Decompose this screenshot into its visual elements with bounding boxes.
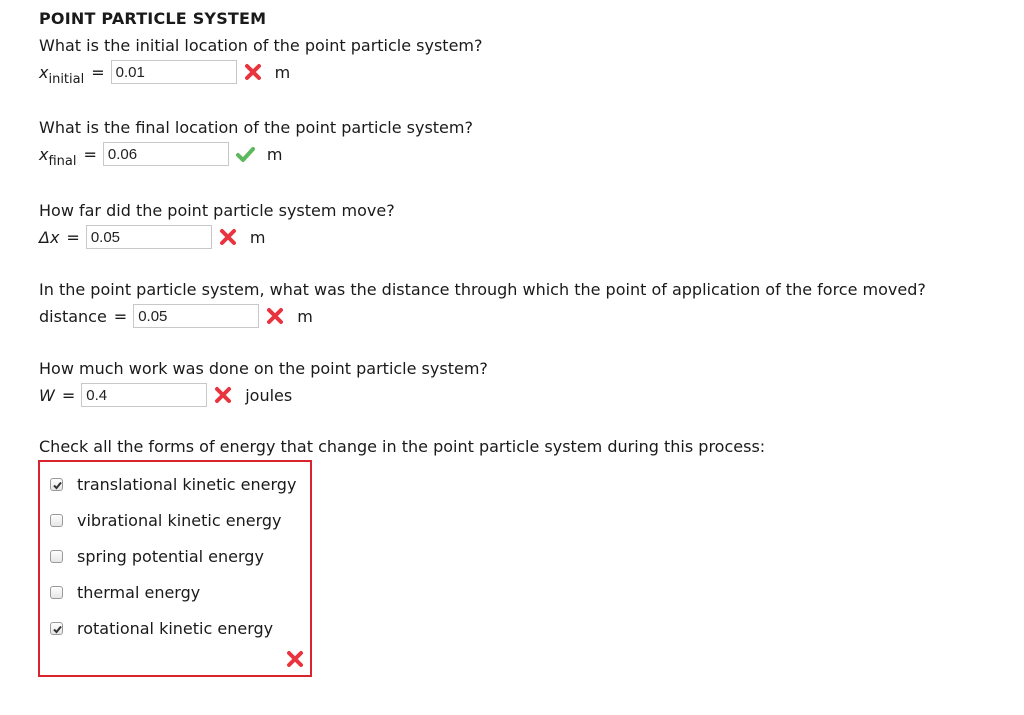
x-mark-icon: [213, 385, 233, 405]
initial-location-input[interactable]: [111, 60, 237, 84]
option-label: thermal energy: [77, 582, 201, 602]
option-translational[interactable]: [50, 472, 296, 496]
option-label: translational kinetic energy: [77, 474, 297, 494]
energy-options-box: [38, 460, 312, 677]
option-thermal[interactable]: [50, 580, 200, 604]
question-energy-forms: Check all the forms of energy that change in the point particle system during this process:: [39, 437, 766, 456]
checkbox[interactable]: [50, 478, 63, 491]
question-initial-location: What is the initial location of the point particle system?: [39, 36, 483, 55]
x-mark-icon: [285, 649, 305, 669]
force-distance-input[interactable]: [133, 304, 259, 328]
question-final-location: What is the final location of the point particle system?: [39, 118, 473, 137]
answer-row-work: W = 0.4 joules: [39, 382, 292, 408]
question-work: How much work was done on the point particle system?: [39, 359, 488, 378]
displacement-input[interactable]: [86, 225, 212, 249]
option-label: spring potential energy: [77, 546, 264, 566]
check-mark-icon: [235, 144, 255, 164]
var-label: Δx: [39, 227, 60, 247]
final-location-input[interactable]: [103, 142, 229, 166]
answer-row-final-location: $x_{final}$ = 0.06 m: [39, 141, 282, 167]
work-input[interactable]: [81, 383, 207, 407]
answer-row-initial-location: $x_{initial}$ = 0.01 m: [39, 59, 290, 85]
x-mark-icon: [265, 306, 285, 326]
var-label: $x_{final}$: [39, 144, 77, 169]
var-label: $x_{initial}$: [39, 62, 85, 87]
var-label: W: [39, 385, 55, 405]
x-mark-icon: [218, 227, 238, 247]
checkbox[interactable]: [50, 550, 63, 563]
option-rotational[interactable]: [50, 616, 273, 640]
question-force-distance: In the point particle system, what was the distance through which the point of application of the force moved?: [39, 280, 926, 299]
option-label: rotational kinetic energy: [77, 618, 274, 638]
answer-row-force-distance: distance = 0.05 m: [39, 303, 313, 329]
option-vibrational[interactable]: [50, 508, 281, 532]
check-mark-icon: [52, 624, 63, 635]
checkbox[interactable]: [50, 586, 63, 599]
x-mark-icon: [243, 62, 263, 82]
checkbox[interactable]: [50, 514, 63, 527]
question-displacement: How far did the point particle system move?: [39, 201, 395, 220]
answer-row-displacement: Δx = 0.05 m: [39, 224, 265, 250]
check-mark-icon: [52, 480, 63, 491]
option-label: vibrational kinetic energy: [77, 510, 282, 530]
checkbox[interactable]: [50, 622, 63, 635]
option-spring-potential[interactable]: [50, 544, 264, 568]
var-label: distance: [39, 306, 107, 326]
page-title: POINT PARTICLE SYSTEM: [39, 9, 267, 28]
